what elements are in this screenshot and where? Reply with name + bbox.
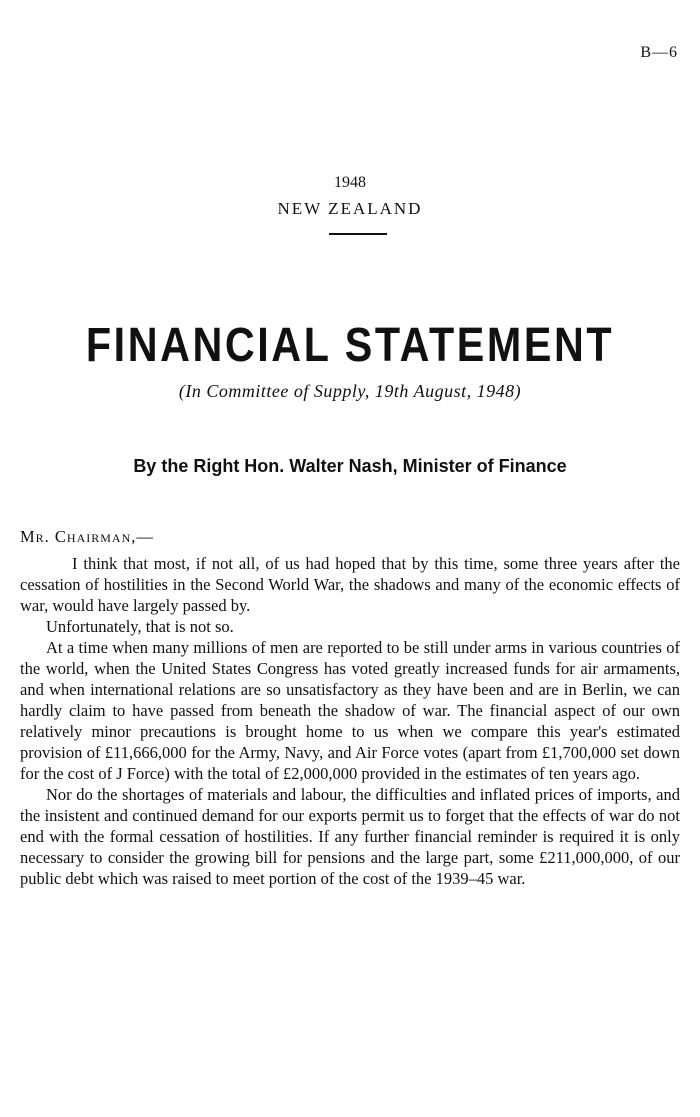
paragraph: I think that most, if not all, of us had hoped that by this time, some three years after the cessation of hostilities in the Second World War, the shadows and many of the economic effects of war, would have largely passed by. (20, 554, 680, 615)
country-heading: NEW ZEALAND (277, 199, 423, 218)
paragraph: Unfortunately, that is not so. (46, 617, 234, 636)
statement-body (20, 526, 680, 889)
heading-divider (329, 233, 387, 235)
page-code: B—6 (640, 44, 678, 61)
paragraph: Nor do the shortages of materials and labour, the difficulties and inflated prices of imports, and the insistent and continued demand for our exports permit us to forget that the effects of war do not end with the formal cessation of hostilities. If any further financial reminder is required it is only necessary to consider the growing bill for pensions and the large part, some £211,000,000, of our public debt which was raised to meet portion of the cost of the 1939–45 war. (20, 785, 680, 888)
document-subtitle: (In Committee of Supply, 19th August, 1948) (178, 381, 522, 401)
document-year: 1948 (334, 174, 366, 191)
salutation: Mr. Chairman,— (20, 527, 154, 546)
paragraph: At a time when many millions of men are reported to be still under arms in various countries of the world, when the United States Congress has voted greatly increased funds for air armaments, and when international relations are so unsatisfactory as they have been and are in Berlin, we can hardly claim to have passed from beneath the shadow of war. The financial aspect of our own relatively minor precautions is brought home to us when we compare this year's estimated provision of £11,666,000 for the Army, Navy, and Air Force votes (apart from £1,700,000 set down for the cost of J Force) with the total of £2,000,000 provided in the estimates of ten years ago. (20, 638, 680, 783)
document-title: FINANCIAL STATEMENT (85, 319, 615, 372)
author-line: By the Right Hon. Walter Nash, Minister of Finance (133, 456, 567, 476)
